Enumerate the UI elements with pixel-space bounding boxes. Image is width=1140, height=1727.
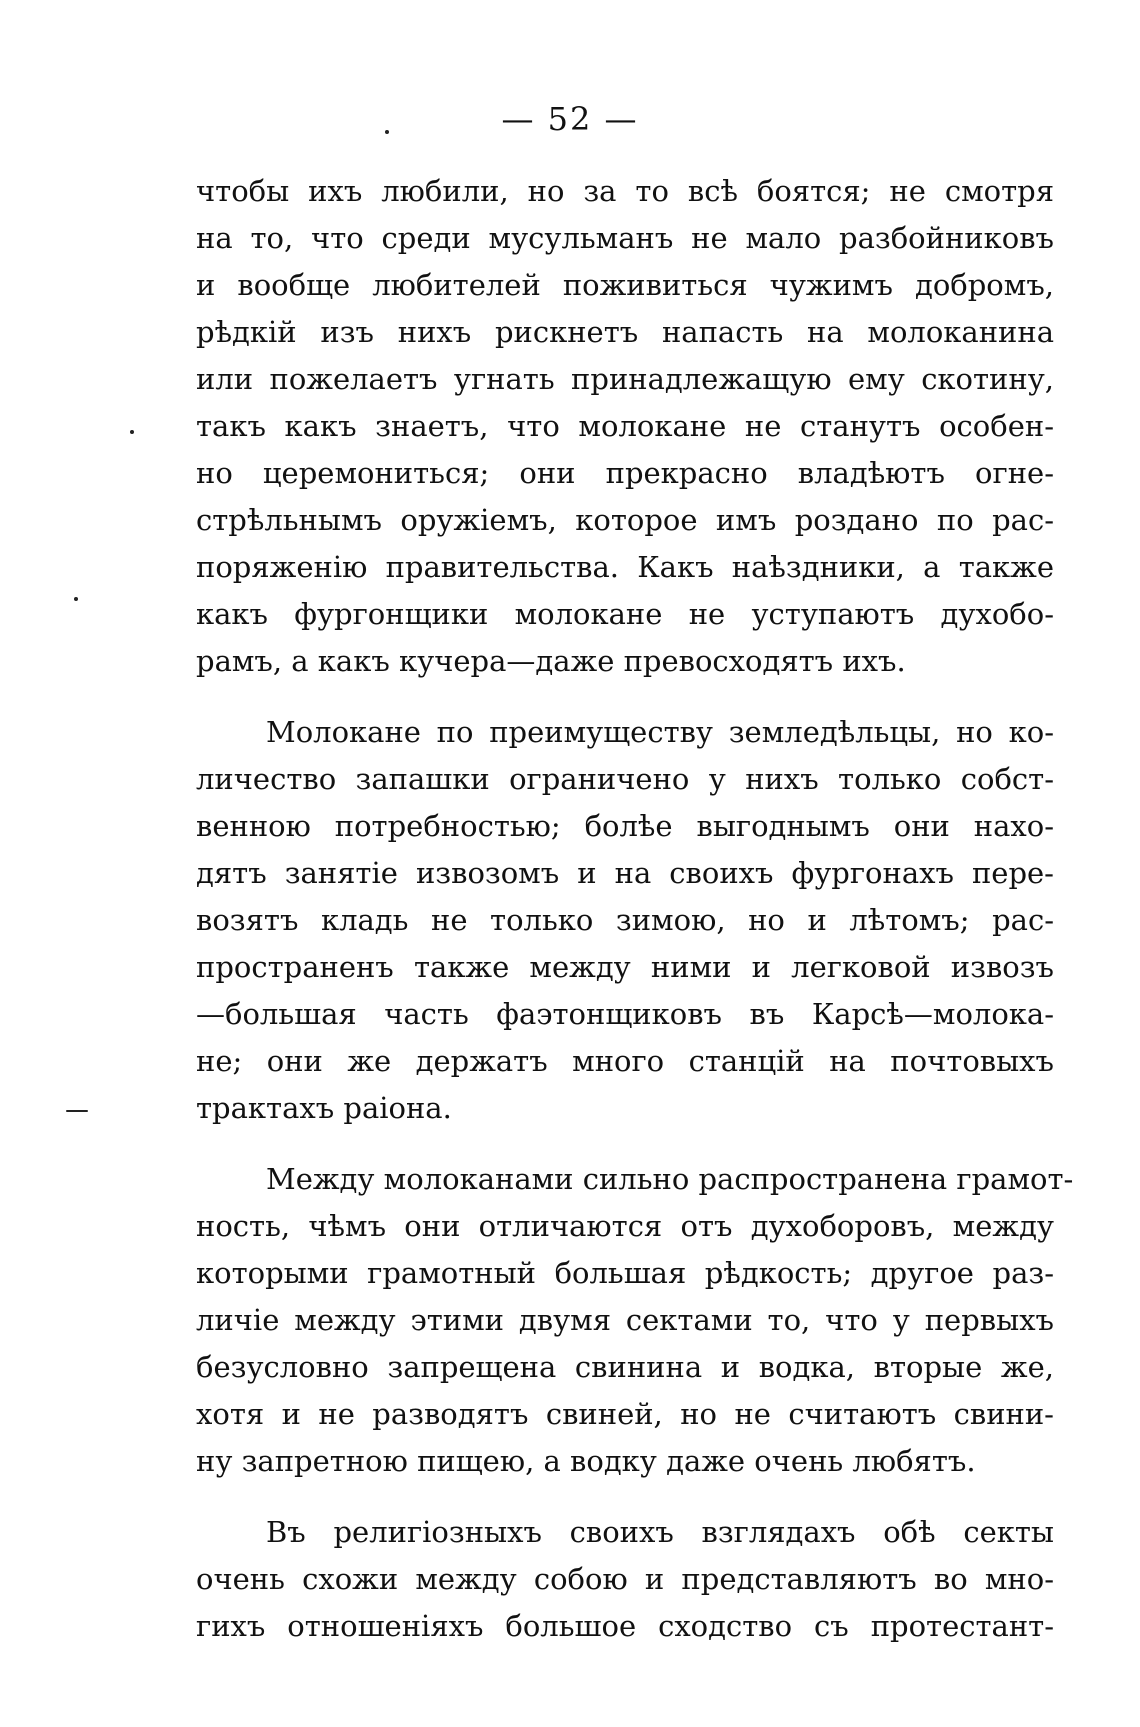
text-line: рамъ, а какъ кучера—даже превосходятъ ихъ. (196, 644, 906, 678)
text-line: Въ религіозныхъ своихъ взглядахъ обѣ секты (266, 1515, 1054, 1549)
paragraph (196, 709, 1054, 1132)
paragraph (196, 1509, 1054, 1650)
text-line: возятъ кладь не только зимою, но и лѣтомъ; рас- (196, 903, 1054, 937)
text-line: которыми грамотный большая рѣдкость; другое раз- (196, 1256, 1054, 1290)
text-line: и вообще любителей поживиться чужимъ добромъ, (196, 268, 1054, 302)
text-line: какъ фургонщики молокане не уступаютъ духобо- (196, 597, 1054, 631)
text-line: венною потребностью; болѣе выгоднымъ они нахо- (196, 809, 1054, 843)
text-line: гихъ отношеніяхъ большое сходство съ протестант- (196, 1609, 1054, 1643)
page-number: — 52 — (501, 100, 639, 138)
margin-speck (385, 130, 389, 134)
text-line: рѣдкій изъ нихъ рискнетъ напасть на молоканина (196, 315, 1054, 349)
text-line: дятъ занятіе извозомъ и на своихъ фургонахъ пере- (196, 856, 1054, 890)
text-line: Между молоканами сильно распространена грамот- (266, 1162, 1074, 1196)
text-line: очень схожи между собою и представляютъ во мно- (196, 1562, 1054, 1596)
text-line: личество запашки ограничено у нихъ только собст- (196, 762, 1054, 796)
text-line: чтобы ихъ любили, но за то всѣ боятся; не смотря (196, 174, 1054, 208)
text-line: такъ какъ знаетъ, что молокане не станутъ особен- (196, 409, 1054, 443)
body-text (196, 168, 1074, 1650)
text-line: ну запретною пищею, а водку даже очень любятъ. (196, 1444, 976, 1478)
text-line: —большая часть фаэтонщиковъ въ Карсѣ—молока- (196, 997, 1054, 1031)
text-line: трактахъ раіона. (196, 1091, 452, 1125)
text-line: пространенъ также между ними и легковой извозъ (196, 950, 1054, 984)
text-line: не; они же держатъ много станцій на почтовыхъ (196, 1044, 1054, 1078)
text-line: или пожелаетъ угнать принадлежащую ему скотину, (196, 362, 1054, 396)
text-line: но церемониться; они прекрасно владѣютъ огне- (196, 456, 1054, 490)
text-line: поряженію правительства. Какъ наѣздники, а также (196, 550, 1054, 584)
text-line: хотя и не разводятъ свиней, но не считаютъ свини- (196, 1397, 1054, 1431)
text-line: личіе между этими двумя сектами то, что у первыхъ (196, 1303, 1054, 1337)
paragraph (196, 1156, 1074, 1485)
text-line: ность, чѣмъ они отличаются отъ духоборовъ, между (196, 1209, 1054, 1243)
paragraph (196, 168, 1054, 685)
margin-speck (66, 1110, 88, 1112)
text-line: безусловно запрещена свинина и водка, вторые же, (196, 1350, 1054, 1384)
margin-speck (74, 597, 78, 601)
margin-speck (130, 430, 134, 434)
text-line: Молокане по преимуществу земледѣльцы, но ко- (266, 715, 1054, 749)
text-line: на то, что среди мусульманъ не мало разбойниковъ (196, 221, 1054, 255)
text-line: стрѣльнымъ оружіемъ, которое имъ роздано по рас- (196, 503, 1054, 537)
